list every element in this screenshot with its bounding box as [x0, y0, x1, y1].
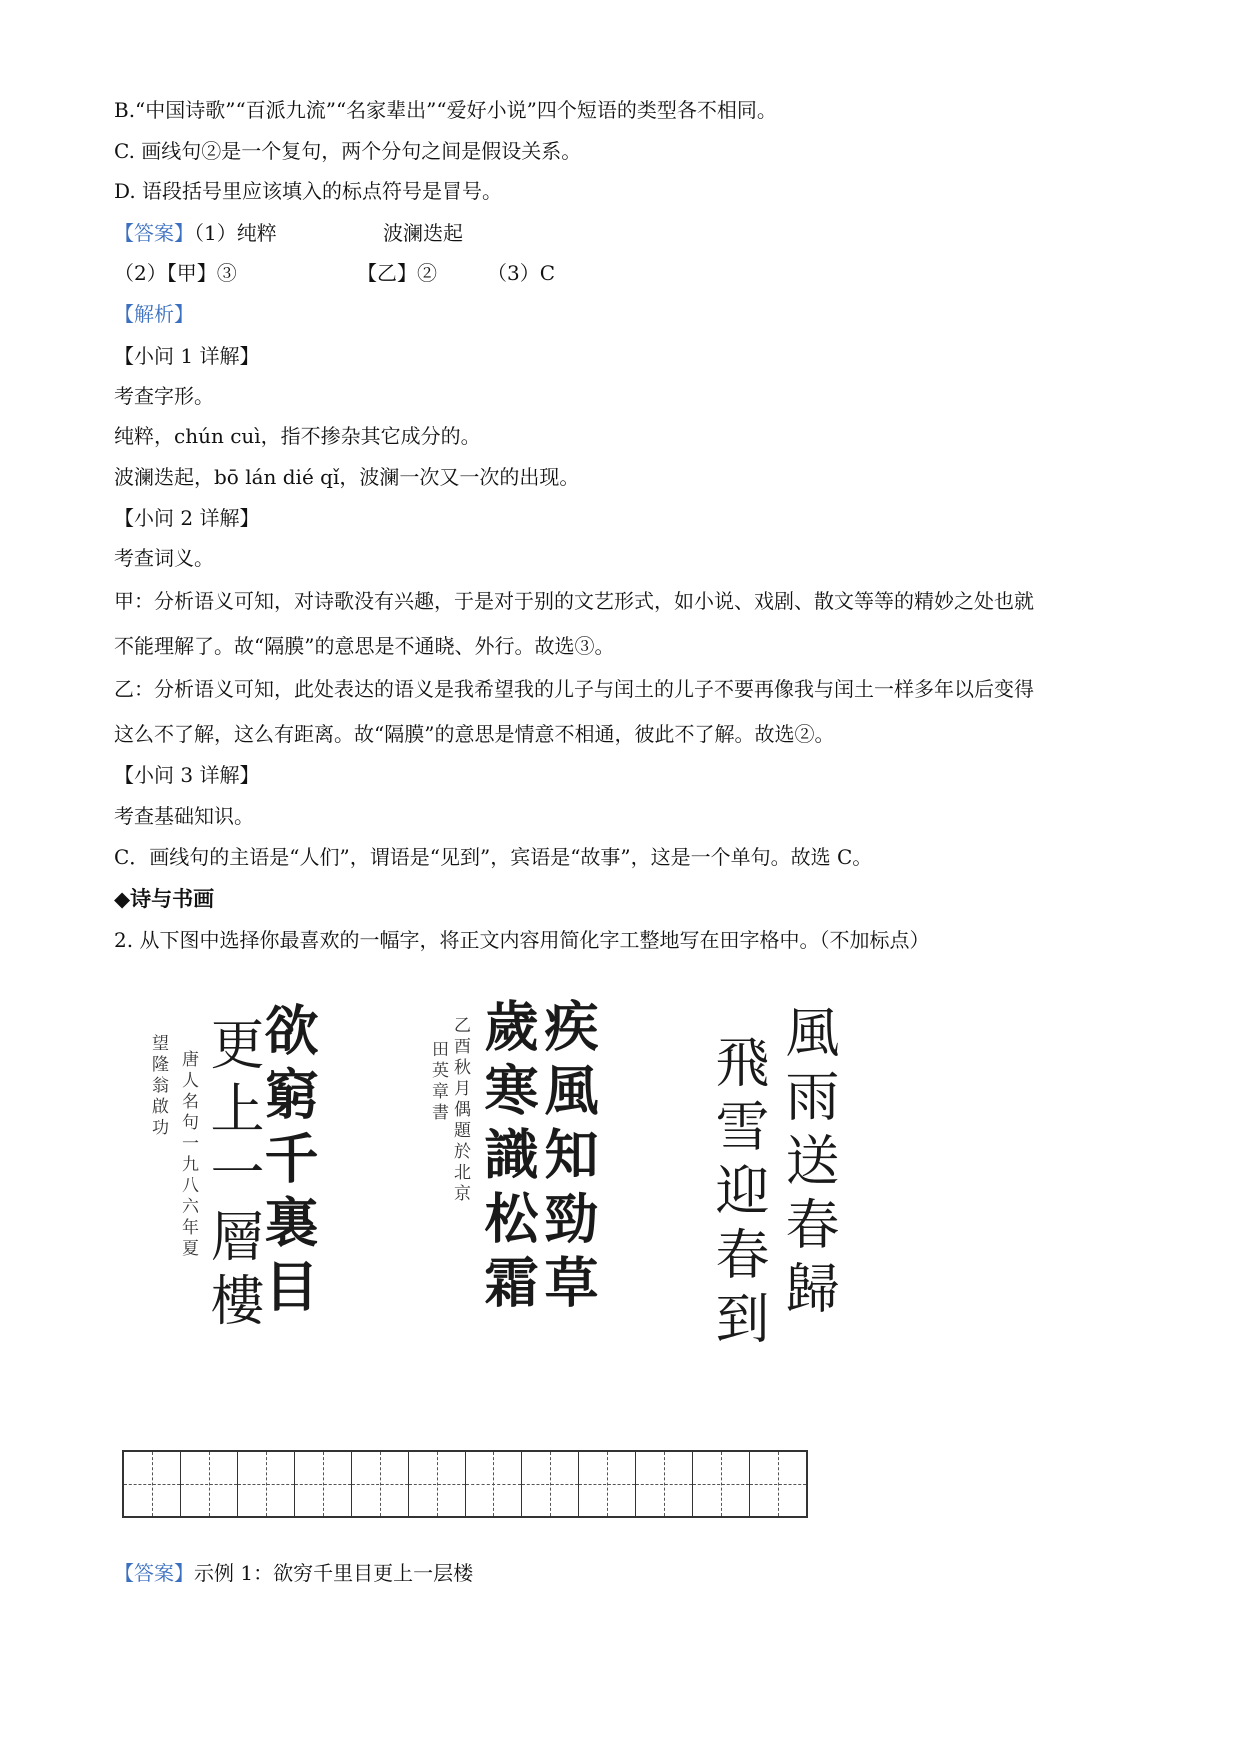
question-2-c: 不能理解了。故“隔膜”的意思是不通晓、外行。故选③。: [114, 634, 615, 658]
final-answer-tag: 【答案】: [114, 1561, 194, 1585]
question-1-c: 波澜迭起，bō lán dié qǐ，波澜一次又一次的出现。: [114, 465, 580, 489]
question-2-d: 乙：分析语义可知，此处表达的语义是我希望我的儿子与闰土的儿子不要再像我与闰土一样多年以后变得: [114, 677, 1034, 701]
calligraphy-2-inscription-1: 乙酉秋月偶題於北京: [450, 1016, 470, 1205]
grid-cell[interactable]: [352, 1452, 409, 1516]
grid-cell[interactable]: [124, 1452, 181, 1516]
grid-cell[interactable]: [466, 1452, 523, 1516]
grid-cell-v-guide: [380, 1452, 381, 1516]
grid-cell[interactable]: [295, 1452, 352, 1516]
question-1-a: 考查字形。: [114, 384, 214, 408]
grid-cell[interactable]: [409, 1452, 466, 1516]
question-1-heading: 【小问 1 详解】: [114, 344, 260, 368]
grid-cell-v-guide: [778, 1452, 779, 1516]
analysis-tag: 【解析】: [114, 302, 194, 326]
grid-cell-v-guide: [721, 1452, 722, 1516]
grid-cell-v-guide: [493, 1452, 494, 1516]
question-2-b: 甲：分析语义可知，对诗歌没有兴趣，于是对于别的文艺形式，如小说、戏剧、散文等等的精妙之处也就: [114, 589, 1034, 613]
question-2-heading: 【小问 2 详解】: [114, 506, 260, 530]
option-d: D. 语段括号里应该填入的标点符号是冒号。: [114, 179, 503, 203]
tianzige-grid[interactable]: [122, 1450, 808, 1518]
grid-cell-v-guide: [266, 1452, 267, 1516]
answer-1-b: 波澜迭起: [383, 221, 463, 245]
answer-1-a: （1）纯粹: [194, 221, 277, 245]
grid-cell-v-guide: [664, 1452, 665, 1516]
calligraphy-2-inscription-2: 田英章書: [428, 1040, 448, 1124]
question-3-a: 考查基础知识。: [114, 804, 254, 828]
final-answer-text: 示例 1：欲穷千里目更上一层楼: [194, 1561, 474, 1585]
calligraphy-2-col-1: 疾風知勁草: [536, 998, 600, 1318]
grid-cell-v-guide: [607, 1452, 608, 1516]
grid-cell-v-guide: [209, 1452, 210, 1516]
answer-2-c: （3）C: [487, 261, 556, 285]
calligraphy-1-col-2: 更上一層樓: [202, 1016, 265, 1336]
calligraphy-3-col-1: 風雨送春歸: [777, 1004, 840, 1324]
final-answer: [114, 1560, 473, 1586]
answer-2-a: （2）【甲】③: [114, 261, 237, 285]
grid-cell[interactable]: [238, 1452, 295, 1516]
section-heading: ◆诗与书画: [114, 886, 215, 911]
option-c: C. 画线句②是一个复句，两个分句之间是假设关系。: [114, 139, 582, 163]
grid-cell[interactable]: [579, 1452, 636, 1516]
calligraphy-1-inscription-2: 望隆翁啟功: [148, 1034, 168, 1139]
grid-cell[interactable]: [693, 1452, 750, 1516]
answer-tag: 【答案】: [114, 221, 194, 245]
question-2-prompt: 2. 从下图中选择你最喜欢的一幅字，将正文内容用简化字工整地写在田字格中。（不加标点）: [114, 928, 930, 952]
grid-cell-v-guide: [550, 1452, 551, 1516]
question-2-e: 这么不了解，这么有距离。故“隔膜”的意思是情意不相通，彼此不了解。故选②。: [114, 722, 835, 746]
grid-cell-v-guide: [152, 1452, 153, 1516]
grid-cell[interactable]: [750, 1452, 806, 1516]
calligraphy-2-col-2: 歲寒識松霜: [476, 998, 540, 1318]
calligraphy-3-col-2: 飛雪迎春到: [707, 1034, 770, 1354]
grid-cell[interactable]: [636, 1452, 693, 1516]
question-1-b: 纯粹，chún cuì，指不掺杂其它成分的。: [114, 424, 481, 448]
question-3-heading: 【小问 3 详解】: [114, 763, 260, 787]
answer-2-b: 【乙】②: [357, 261, 437, 285]
question-2-a: 考查词义。: [114, 546, 214, 570]
grid-cell[interactable]: [181, 1452, 238, 1516]
grid-cell-v-guide: [437, 1452, 438, 1516]
grid-cell-v-guide: [323, 1452, 324, 1516]
question-3-b: C．画线句的主语是“人们”，谓语是“见到”，宾语是“故事”，这是一个单句。故选 C。: [114, 845, 873, 869]
answer-row-1: [114, 220, 277, 246]
option-b: B.“中国诗歌”“百派九流”“名家辈出”“爱好小说”四个短语的类型各不相同。: [114, 98, 777, 122]
calligraphy-1-inscription-1: 唐人名句一九八六年夏: [178, 1050, 198, 1260]
calligraphy-1-col-1: 欲窮千裏目: [256, 1002, 320, 1322]
grid-cell[interactable]: [522, 1452, 579, 1516]
